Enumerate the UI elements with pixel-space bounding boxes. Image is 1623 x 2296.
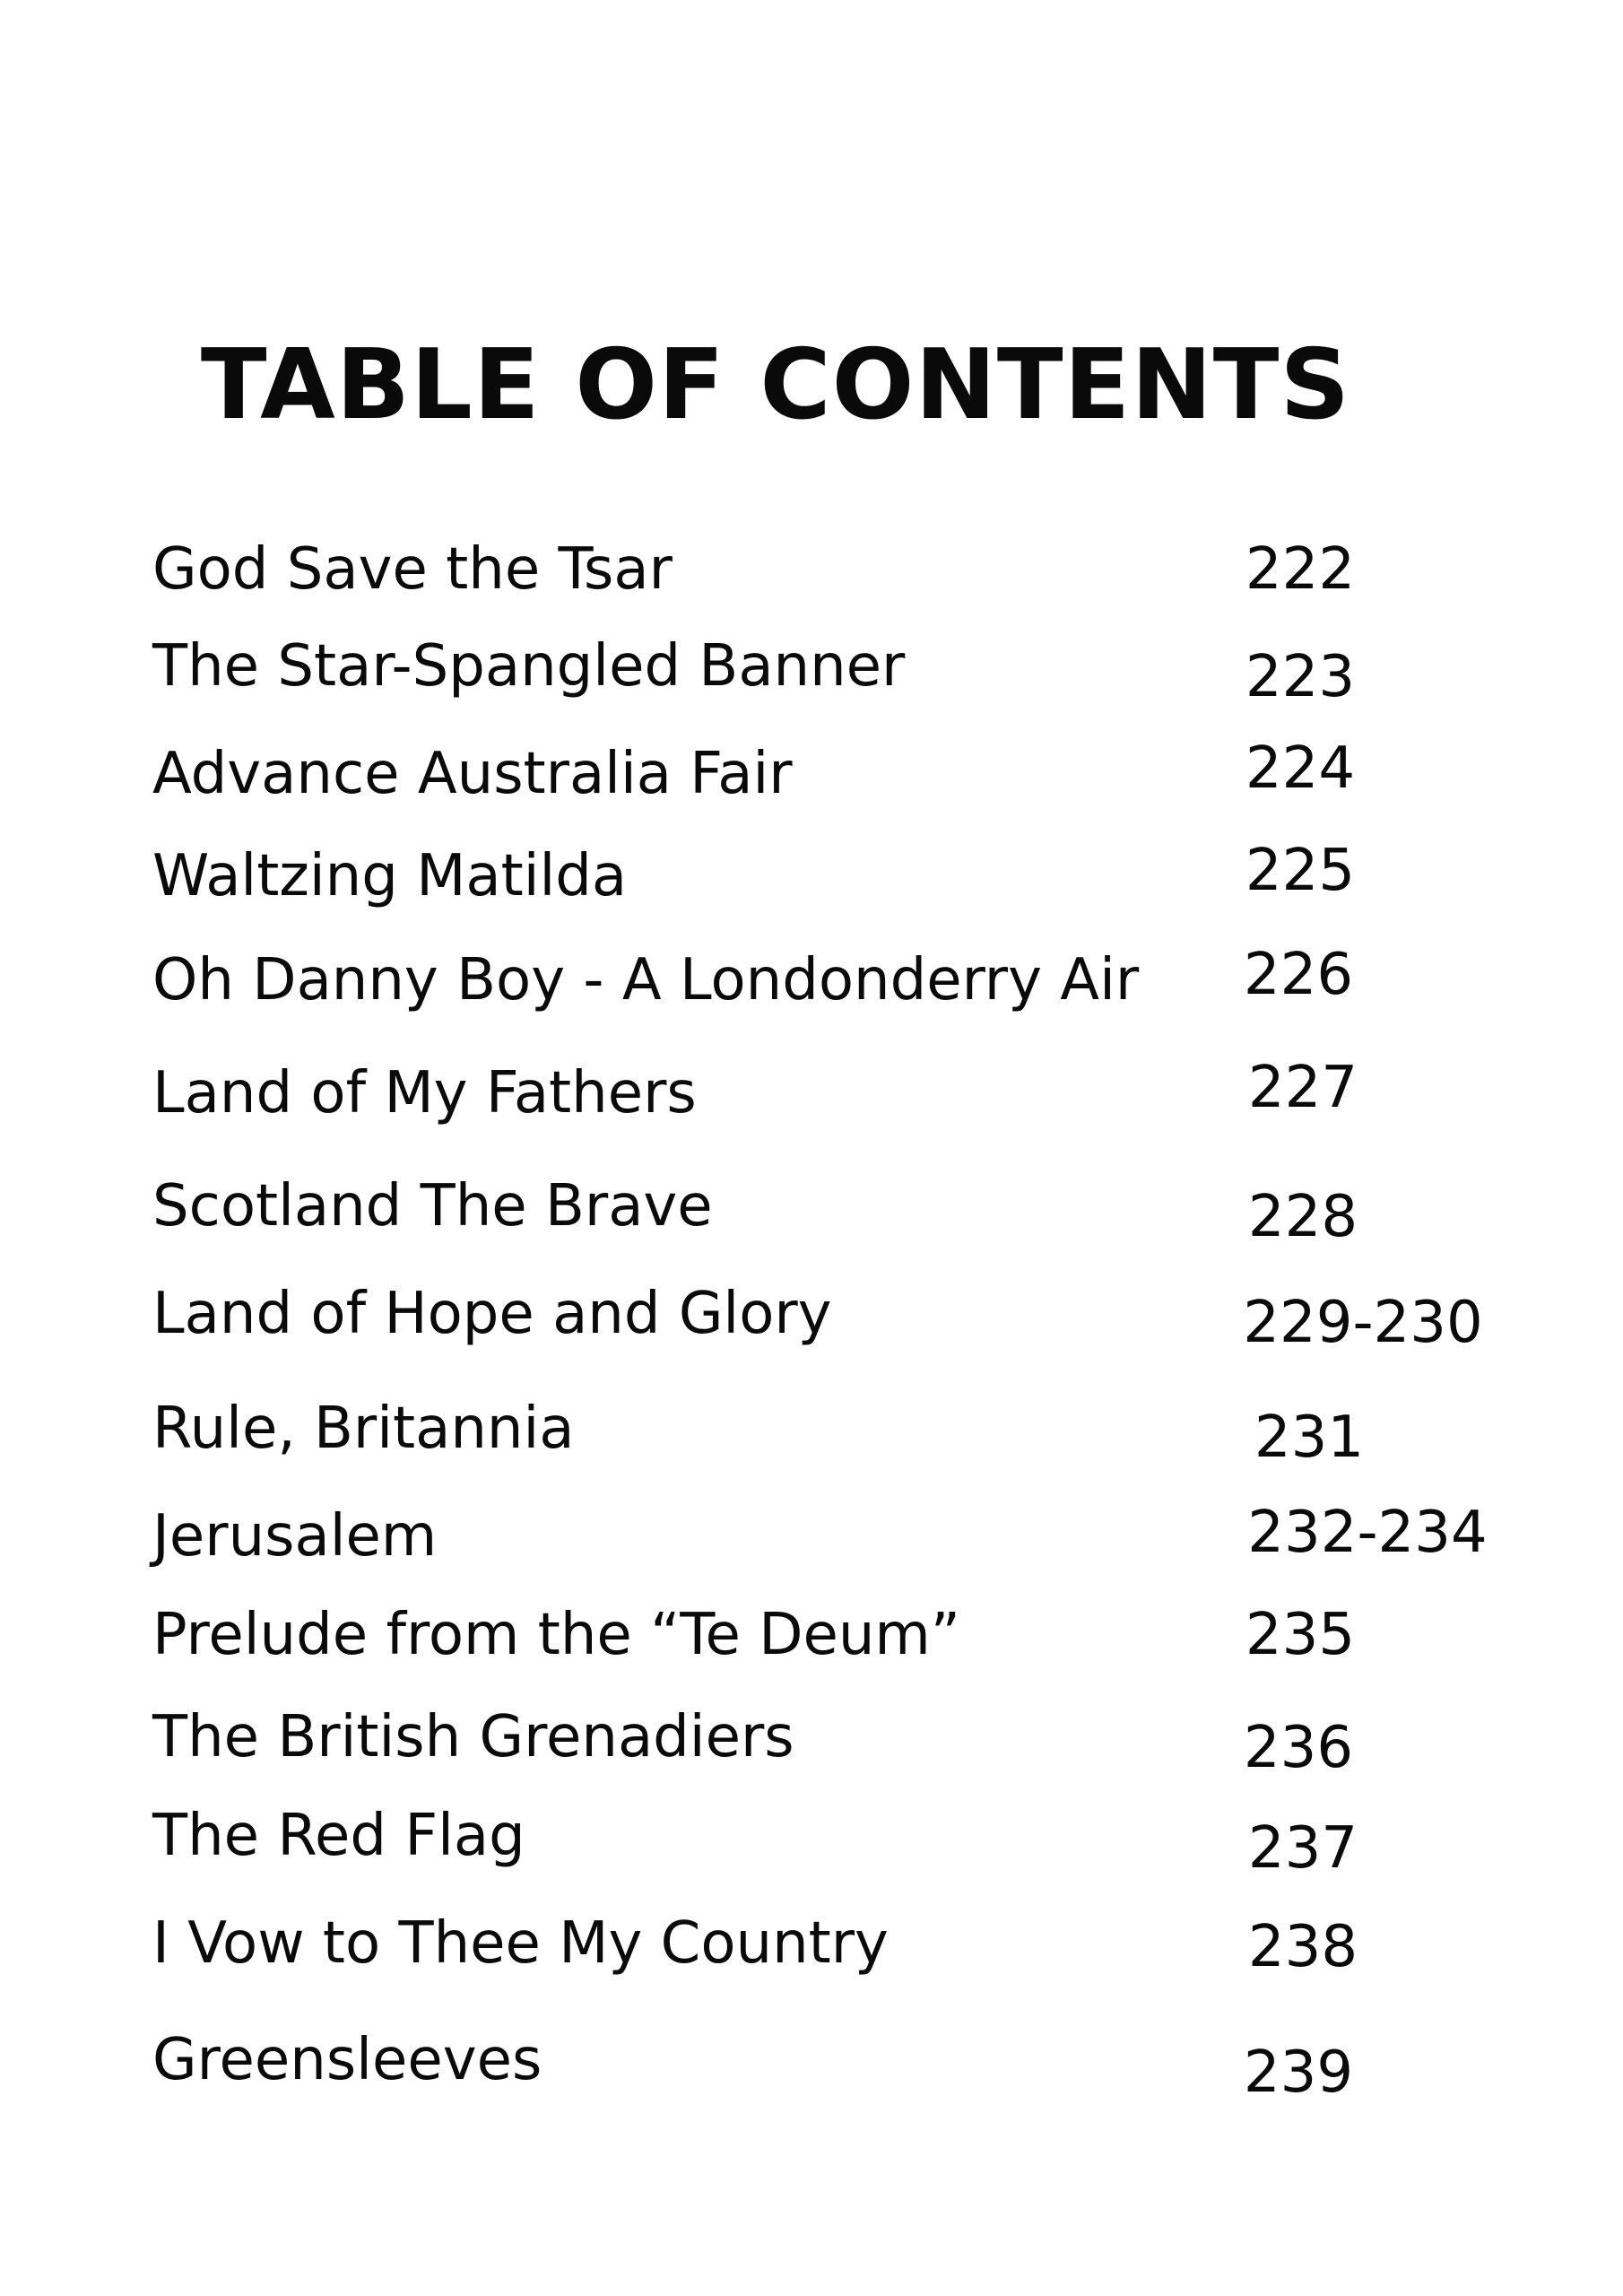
- toc-entry-page: 227: [1247, 1055, 1358, 1121]
- toc-entry: [152, 734, 1480, 814]
- toc-entry-page: 232-234: [1247, 1500, 1488, 1566]
- toc-entry: [152, 1388, 1480, 1469]
- toc-entry: [152, 2020, 1480, 2106]
- toc-entry-page: 223: [1245, 644, 1356, 710]
- toc-entry-title: The Star-Spangled Banner: [152, 633, 906, 700]
- toc-entry-title: Advance Australia Fair: [152, 741, 793, 807]
- toc-entry-title: Oh Danny Boy - A Londonderry Air: [152, 947, 1140, 1013]
- toc-entry-page: 235: [1245, 1602, 1356, 1668]
- toc-entry: [152, 940, 1480, 1021]
- toc-entry: [152, 1496, 1488, 1577]
- toc-entry-page: 224: [1245, 735, 1356, 802]
- toc-entry: [152, 1796, 1480, 1882]
- toc-entry: [152, 529, 1480, 610]
- toc-entry-page: 236: [1243, 1715, 1354, 1781]
- toc-entry-page: 229-230: [1243, 1290, 1483, 1356]
- toc-entry-title: Scotland The Brave: [152, 1173, 713, 1239]
- toc-entry-page: 222: [1245, 536, 1356, 603]
- toc-entry-title: I Vow to Thee My Country: [152, 1910, 889, 1977]
- toc-entry-page: 237: [1247, 1815, 1358, 1882]
- toc-entry-title: The British Grenadiers: [152, 1704, 794, 1770]
- toc-entry: [152, 626, 1480, 710]
- toc-entry-title: Land of Hope and Glory: [152, 1281, 832, 1347]
- toc-entry-title: Rule, Britannia: [152, 1396, 575, 1462]
- toc-entry-title: Waltzing Matilda: [152, 843, 628, 909]
- toc-entry-page: 225: [1245, 838, 1356, 904]
- toc-entry-page: 239: [1243, 2039, 1354, 2106]
- toc-entry-title: Jerusalem: [152, 1503, 438, 1570]
- toc-entry: [152, 1697, 1480, 1781]
- toc-entry-page: 226: [1243, 942, 1354, 1008]
- toc-entry-title: The Red Flag: [152, 1803, 525, 1869]
- toc-entry: [152, 1595, 1480, 1675]
- toc-entry-page: 231: [1254, 1405, 1365, 1471]
- toc-entry-page: 238: [1247, 1914, 1358, 1980]
- toc-entry-title: Greensleeves: [152, 2027, 542, 2093]
- toc-entry-title: Land of My Fathers: [152, 1060, 697, 1126]
- toc-entry: [152, 1053, 1480, 1134]
- page-title: TABLE OF CONTENTS: [200, 329, 1351, 441]
- toc-entry-page: 228: [1247, 1184, 1358, 1250]
- toc-entry: [152, 1903, 1480, 1984]
- toc-entry-title: Prelude from the “Te Deum”: [152, 1602, 960, 1668]
- toc-entry: [152, 836, 1480, 917]
- toc-entry-title: God Save the Tsar: [152, 536, 673, 603]
- toc-entry: [152, 1166, 1480, 1250]
- toc-entry: [152, 1274, 1483, 1356]
